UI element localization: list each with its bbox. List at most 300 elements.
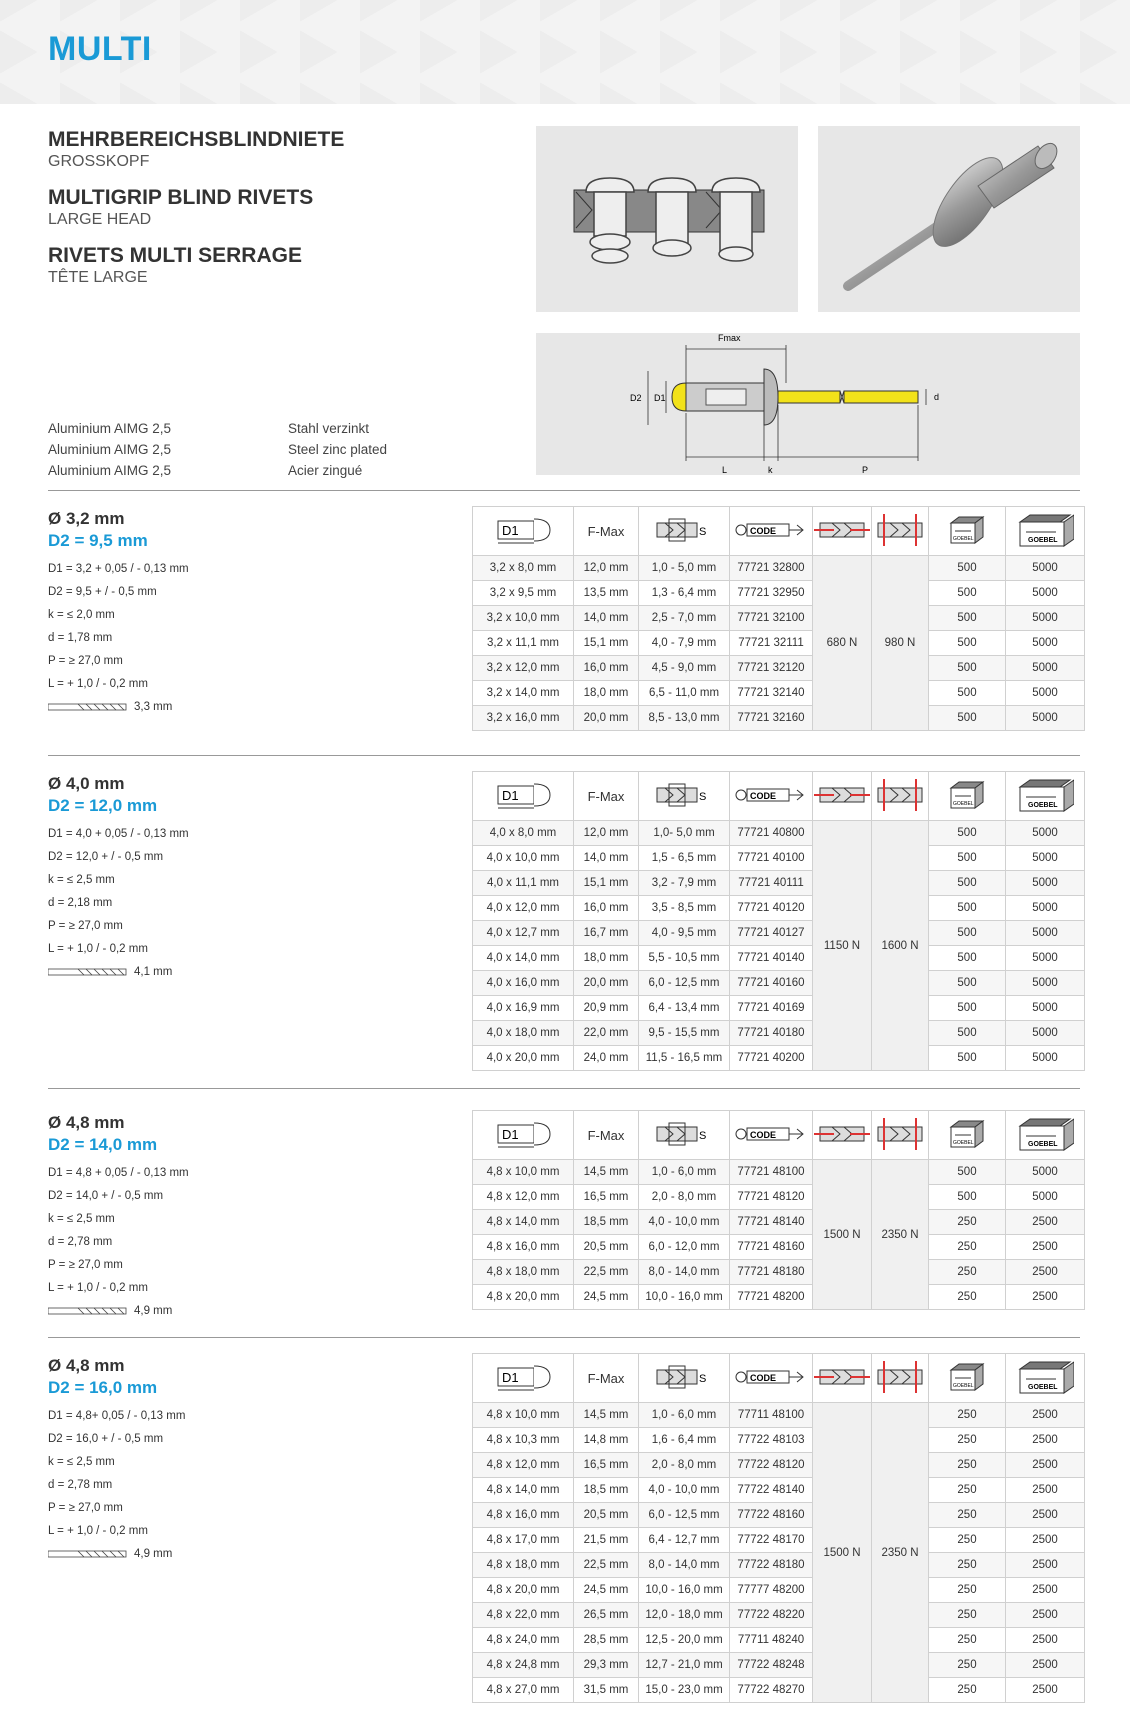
technical-drawing (536, 333, 1080, 475)
cell-code: 77721 48200 (730, 1285, 813, 1310)
col-code (730, 772, 813, 821)
cell-carton-qty: 2500 (1006, 1235, 1085, 1260)
spec-line: P = ≥ 27,0 mm (48, 1502, 123, 1514)
cell-carton-qty: 5000 (1006, 606, 1085, 631)
cell-tensile: 2350 N (872, 1160, 929, 1310)
spec-line: d = 2,78 mm (48, 1236, 113, 1248)
cell-box-qty: 250 (929, 1260, 1006, 1285)
tensile-strength-icon (874, 1118, 926, 1150)
cell-fmax: 16,0 mm (574, 896, 639, 921)
cell-grip-range: 1,0- 5,0 mm (639, 821, 730, 846)
cell-fmax: 14,5 mm (574, 1160, 639, 1185)
cell-code: 77722 48248 (730, 1653, 813, 1678)
spec-line: D2 = 9,5 + / - 0,5 mm (48, 586, 157, 598)
table-row (473, 1603, 1085, 1628)
cell-code: 77721 40127 (730, 921, 813, 946)
cell-size: 4,8 x 14,0 mm (473, 1210, 574, 1235)
body-material: Aluminium AIMG 2,5 (48, 463, 172, 478)
cell-carton-qty: 2500 (1006, 1603, 1085, 1628)
cell-size: 4,8 x 18,0 mm (473, 1553, 574, 1578)
table-row (473, 1578, 1085, 1603)
cell-code: 77722 48120 (730, 1453, 813, 1478)
col-carton-qty (1006, 772, 1085, 821)
table-header-row (473, 772, 1085, 821)
cell-carton-qty: 2500 (1006, 1403, 1085, 1428)
cell-size: 4,8 x 20,0 mm (473, 1285, 574, 1310)
table-row (473, 656, 1085, 681)
page-header (0, 0, 1130, 104)
cell-size: 4,0 x 11,1 mm (473, 871, 574, 896)
cell-size: 4,8 x 12,0 mm (473, 1453, 574, 1478)
shear-strength-icon (814, 515, 870, 545)
cell-fmax: 31,5 mm (574, 1678, 639, 1703)
cell-fmax: 24,0 mm (574, 1046, 639, 1071)
cell-code: 77722 48160 (730, 1503, 813, 1528)
cell-size: 4,8 x 17,0 mm (473, 1528, 574, 1553)
rivet-photo-illustration (818, 126, 1080, 312)
svg-text:CODE: CODE (750, 525, 777, 536)
col-code (730, 507, 813, 556)
body-material-list (48, 418, 171, 481)
cell-box-qty: 250 (929, 1285, 1006, 1310)
cell-fmax: 16,5 mm (574, 1453, 639, 1478)
col-code (730, 1111, 813, 1160)
cell-code: 77721 32100 (730, 606, 813, 631)
cell-size: 3,2 x 9,5 mm (473, 581, 574, 606)
shear-strength-icon (814, 1119, 870, 1149)
cell-code: 77722 48140 (730, 1478, 813, 1503)
cell-grip-range: 3,2 - 7,9 mm (639, 871, 730, 896)
col-box-qty (929, 772, 1006, 821)
col-code (730, 1354, 813, 1403)
drill-size-value: 4,1 mm (134, 966, 173, 978)
cell-box-qty: 500 (929, 996, 1006, 1021)
cell-carton-qty: 5000 (1006, 1046, 1085, 1071)
carton-icon (1016, 512, 1074, 548)
head-diameter-heading: D2 = 16,0 mm (48, 1378, 158, 1397)
drill-size (48, 696, 189, 718)
cell-size: 4,8 x 18,0 mm (473, 1260, 574, 1285)
svg-text:CODE: CODE (750, 1372, 777, 1383)
cell-fmax: 24,5 mm (574, 1578, 639, 1603)
cell-code: 77721 40120 (730, 896, 813, 921)
cell-size: 3,2 x 10,0 mm (473, 606, 574, 631)
cell-fmax: 24,5 mm (574, 1285, 639, 1310)
cell-fmax: 14,5 mm (574, 1403, 639, 1428)
diameter-heading: Ø 4,8 mm (48, 1113, 125, 1132)
table-row (473, 871, 1085, 896)
table-row (473, 631, 1085, 656)
cell-grip-range: 5,5 - 10,5 mm (639, 946, 730, 971)
svg-text:GOEBEL: GOEBEL (1028, 536, 1058, 544)
cell-size: 4,0 x 12,0 mm (473, 896, 574, 921)
spec-line: D1 = 4,0 + 0,05 / - 0,13 mm (48, 828, 189, 840)
table-row (473, 1453, 1085, 1478)
cell-code: 77721 40180 (730, 1021, 813, 1046)
page-title: MULTI (48, 30, 152, 68)
svg-text:GOEBEL: GOEBEL (1028, 1383, 1058, 1391)
cell-grip-range: 2,5 - 7,0 mm (639, 606, 730, 631)
cell-code: 77721 40800 (730, 821, 813, 846)
label-d2: D2 (630, 393, 642, 403)
col-tensile (872, 507, 929, 556)
cell-carton-qty: 2500 (1006, 1478, 1085, 1503)
cell-fmax: 18,5 mm (574, 1478, 639, 1503)
cell-grip-range: 4,0 - 7,9 mm (639, 631, 730, 656)
cell-fmax: 18,0 mm (574, 946, 639, 971)
d1-dimension-icon (494, 513, 552, 547)
table-row (473, 556, 1085, 581)
spec-line: d = 2,18 mm (48, 897, 113, 909)
cell-shear: 1500 N (813, 1403, 872, 1703)
cell-carton-qty: 5000 (1006, 1185, 1085, 1210)
cell-box-qty: 500 (929, 896, 1006, 921)
cell-code: 77721 40169 (730, 996, 813, 1021)
col-shear (813, 1111, 872, 1160)
code-icon (733, 1366, 809, 1388)
title-fr: RIVETS MULTI SERRAGE (48, 244, 302, 267)
rivet-size-table (472, 771, 1085, 1071)
cell-box-qty: 250 (929, 1653, 1006, 1678)
table-row (473, 1428, 1085, 1453)
cell-code: 77721 32120 (730, 656, 813, 681)
cell-fmax: 22,0 mm (574, 1021, 639, 1046)
table-row (473, 921, 1085, 946)
head-diameter-heading: D2 = 12,0 mm (48, 796, 158, 815)
cell-grip-range: 10,0 - 16,0 mm (639, 1578, 730, 1603)
svg-text:D1: D1 (502, 522, 519, 538)
cell-carton-qty: 2500 (1006, 1453, 1085, 1478)
cell-box-qty: 250 (929, 1210, 1006, 1235)
d1-dimension-icon (494, 1117, 552, 1151)
cell-size: 4,8 x 22,0 mm (473, 1603, 574, 1628)
cell-grip-range: 2,0 - 8,0 mm (639, 1185, 730, 1210)
shear-strength-icon (814, 780, 870, 810)
spec-line: L = + 1,0 / - 0,2 mm (48, 1282, 148, 1294)
col-tensile (872, 1111, 929, 1160)
cell-carton-qty: 2500 (1006, 1285, 1085, 1310)
cell-fmax: 15,1 mm (574, 631, 639, 656)
mandrel-material: Steel zinc plated (288, 442, 388, 457)
col-fmax: F-Max (574, 772, 639, 821)
cell-box-qty: 250 (929, 1678, 1006, 1703)
table-row (473, 1678, 1085, 1703)
cell-code: 77722 48170 (730, 1528, 813, 1553)
spec-line: d = 2,78 mm (48, 1479, 113, 1491)
spec-line: k = ≤ 2,0 mm (48, 609, 115, 621)
cell-size: 4,8 x 20,0 mm (473, 1578, 574, 1603)
carton-icon (1016, 777, 1074, 813)
grip-range-icon (655, 780, 713, 810)
cell-fmax: 20,5 mm (574, 1235, 639, 1260)
cell-size: 4,8 x 12,0 mm (473, 1185, 574, 1210)
table-row (473, 606, 1085, 631)
technical-drawing-svg (536, 333, 1080, 475)
cell-box-qty: 250 (929, 1235, 1006, 1260)
tensile-strength-icon (874, 779, 926, 811)
code-icon (733, 519, 809, 541)
cell-box-qty: 250 (929, 1628, 1006, 1653)
cell-carton-qty: 5000 (1006, 681, 1085, 706)
cell-box-qty: 250 (929, 1428, 1006, 1453)
cell-grip-range: 15,0 - 23,0 mm (639, 1678, 730, 1703)
table-row (473, 581, 1085, 606)
label-d1: D1 (654, 393, 666, 403)
table-row (473, 846, 1085, 871)
cell-code: 77711 48100 (730, 1403, 813, 1428)
cell-size: 4,0 x 10,0 mm (473, 846, 574, 871)
cell-carton-qty: 2500 (1006, 1503, 1085, 1528)
cell-box-qty: 500 (929, 706, 1006, 731)
head-diameter-heading: D2 = 14,0 mm (48, 1135, 158, 1154)
cell-grip-range: 4,0 - 10,0 mm (639, 1210, 730, 1235)
cell-fmax: 15,1 mm (574, 871, 639, 896)
section-divider (48, 1337, 1080, 1338)
col-fmax: F-Max (574, 507, 639, 556)
subtitle-en: LARGE HEAD (48, 211, 152, 228)
cell-code: 77721 48120 (730, 1185, 813, 1210)
head-diameter-heading: D2 = 9,5 mm (48, 531, 148, 550)
cell-box-qty: 500 (929, 656, 1006, 681)
cell-grip-range: 8,0 - 14,0 mm (639, 1260, 730, 1285)
cell-box-qty: 500 (929, 971, 1006, 996)
cell-grip-range: 1,0 - 6,0 mm (639, 1160, 730, 1185)
cell-code: 77721 40160 (730, 971, 813, 996)
diameter-heading: Ø 4,8 mm (48, 1356, 125, 1375)
col-size (473, 507, 574, 556)
d1-dimension-icon (494, 1360, 552, 1394)
cell-grip-range: 6,0 - 12,5 mm (639, 1503, 730, 1528)
cell-code: 77721 32111 (730, 631, 813, 656)
cell-size: 4,8 x 27,0 mm (473, 1678, 574, 1703)
svg-text:GOEBEL: GOEBEL (1028, 1140, 1058, 1148)
cell-fmax: 22,5 mm (574, 1260, 639, 1285)
cell-grip-range: 3,5 - 8,5 mm (639, 896, 730, 921)
cell-tensile: 980 N (872, 556, 929, 731)
cell-size: 4,0 x 16,0 mm (473, 971, 574, 996)
col-grip-range (639, 1354, 730, 1403)
cell-box-qty: 500 (929, 846, 1006, 871)
spec-line: P = ≥ 27,0 mm (48, 920, 123, 932)
label-d: d (934, 392, 940, 402)
table-row (473, 1260, 1085, 1285)
cell-code: 77722 48103 (730, 1428, 813, 1453)
col-box-qty (929, 507, 1006, 556)
cell-fmax: 26,5 mm (574, 1603, 639, 1628)
d1-dimension-icon (494, 778, 552, 812)
col-size (473, 772, 574, 821)
cell-box-qty: 500 (929, 946, 1006, 971)
section-divider (48, 755, 1080, 756)
cell-carton-qty: 5000 (1006, 706, 1085, 731)
table-row (473, 971, 1085, 996)
table-row (473, 1021, 1085, 1046)
cell-grip-range: 6,0 - 12,0 mm (639, 1235, 730, 1260)
carton-icon (1016, 1359, 1074, 1395)
table-row (473, 1553, 1085, 1578)
cell-box-qty: 250 (929, 1453, 1006, 1478)
drill-size-value: 4,9 mm (134, 1548, 173, 1560)
cell-box-qty: 250 (929, 1578, 1006, 1603)
cell-fmax: 12,0 mm (574, 821, 639, 846)
cell-box-qty: 500 (929, 631, 1006, 656)
cell-grip-range: 1,5 - 6,5 mm (639, 846, 730, 871)
code-icon (733, 784, 809, 806)
cell-carton-qty: 2500 (1006, 1428, 1085, 1453)
drill-bit-icon (48, 967, 128, 977)
col-carton-qty (1006, 507, 1085, 556)
table-row (473, 1653, 1085, 1678)
rivet-size-table (472, 1110, 1085, 1310)
cell-tensile: 2350 N (872, 1403, 929, 1703)
cell-carton-qty: 5000 (1006, 581, 1085, 606)
cell-grip-range: 1,0 - 6,0 mm (639, 1403, 730, 1428)
rivet-cross-section-illustration (536, 126, 798, 312)
cell-fmax: 16,5 mm (574, 1185, 639, 1210)
cell-grip-range: 6,4 - 12,7 mm (639, 1528, 730, 1553)
cell-size: 3,2 x 11,1 mm (473, 631, 574, 656)
small-box-icon (947, 1117, 987, 1151)
code-icon (733, 1123, 809, 1145)
cell-grip-range: 6,5 - 11,0 mm (639, 681, 730, 706)
cell-size: 3,2 x 14,0 mm (473, 681, 574, 706)
cell-grip-range: 12,0 - 18,0 mm (639, 1603, 730, 1628)
svg-text:S: S (699, 1129, 707, 1142)
cell-size: 4,0 x 18,0 mm (473, 1021, 574, 1046)
cell-code: 77721 48180 (730, 1260, 813, 1285)
cell-box-qty: 250 (929, 1528, 1006, 1553)
rivet-spec-block (48, 1355, 185, 1565)
cell-carton-qty: 2500 (1006, 1678, 1085, 1703)
spec-line: k = ≤ 2,5 mm (48, 1456, 115, 1468)
cell-box-qty: 500 (929, 581, 1006, 606)
spec-line: L = + 1,0 / - 0,2 mm (48, 943, 148, 955)
cell-size: 4,8 x 16,0 mm (473, 1235, 574, 1260)
cell-code: 77721 32800 (730, 556, 813, 581)
cell-box-qty: 250 (929, 1603, 1006, 1628)
product-titles (48, 128, 508, 302)
cell-size: 4,8 x 14,0 mm (473, 1478, 574, 1503)
cell-grip-range: 10,0 - 16,0 mm (639, 1285, 730, 1310)
cell-grip-range: 2,0 - 8,0 mm (639, 1453, 730, 1478)
spec-line: D2 = 12,0 + / - 0,5 mm (48, 851, 164, 863)
svg-text:S: S (699, 1372, 707, 1385)
cell-grip-range: 12,5 - 20,0 mm (639, 1628, 730, 1653)
cell-code: 77721 48140 (730, 1210, 813, 1235)
cell-fmax: 20,0 mm (574, 706, 639, 731)
cell-grip-range: 8,0 - 14,0 mm (639, 1553, 730, 1578)
svg-text:GOEBEL: GOEBEL (953, 1139, 974, 1146)
cell-grip-range: 4,0 - 9,5 mm (639, 921, 730, 946)
cell-fmax: 12,0 mm (574, 556, 639, 581)
tensile-strength-icon (874, 514, 926, 546)
cell-fmax: 14,0 mm (574, 846, 639, 871)
cell-tensile: 1600 N (872, 821, 929, 1071)
cell-code: 77722 48270 (730, 1678, 813, 1703)
cell-size: 4,0 x 14,0 mm (473, 946, 574, 971)
spec-line: D1 = 4,8 + 0,05 / - 0,13 mm (48, 1167, 189, 1179)
cell-fmax: 22,5 mm (574, 1553, 639, 1578)
col-carton-qty (1006, 1354, 1085, 1403)
cell-code: 77721 48100 (730, 1160, 813, 1185)
drill-size (48, 1300, 189, 1322)
cell-code: 77721 32160 (730, 706, 813, 731)
cell-grip-range: 4,0 - 10,0 mm (639, 1478, 730, 1503)
cell-carton-qty: 5000 (1006, 1021, 1085, 1046)
table-row (473, 1210, 1085, 1235)
col-size (473, 1111, 574, 1160)
cell-carton-qty: 2500 (1006, 1553, 1085, 1578)
grip-range-icon (655, 1362, 713, 1392)
table-row (473, 1285, 1085, 1310)
mandrel-material: Stahl verzinkt (288, 421, 370, 436)
cell-fmax: 14,8 mm (574, 1428, 639, 1453)
svg-text:S: S (699, 790, 707, 803)
cell-code: 77721 40111 (730, 871, 813, 896)
cell-box-qty: 250 (929, 1503, 1006, 1528)
spec-line: D2 = 16,0 + / - 0,5 mm (48, 1433, 164, 1445)
spec-line: D1 = 4,8+ 0,05 / - 0,13 mm (48, 1410, 186, 1422)
svg-text:CODE: CODE (750, 1129, 777, 1140)
cell-grip-range: 6,4 - 13,4 mm (639, 996, 730, 1021)
col-carton-qty (1006, 1111, 1085, 1160)
spec-line: P = ≥ 27,0 mm (48, 1259, 123, 1271)
cell-fmax: 21,5 mm (574, 1528, 639, 1553)
svg-text:GOEBEL: GOEBEL (953, 535, 974, 542)
cell-size: 4,8 x 10,3 mm (473, 1428, 574, 1453)
cell-grip-range: 1,0 - 5,0 mm (639, 556, 730, 581)
small-box-icon (947, 1360, 987, 1394)
col-size (473, 1354, 574, 1403)
cell-shear: 1150 N (813, 821, 872, 1071)
cell-grip-range: 1,3 - 6,4 mm (639, 581, 730, 606)
cell-carton-qty: 5000 (1006, 871, 1085, 896)
cell-size: 3,2 x 8,0 mm (473, 556, 574, 581)
cell-fmax: 13,5 mm (574, 581, 639, 606)
cell-carton-qty: 5000 (1006, 556, 1085, 581)
rivet-spec-block (48, 773, 189, 983)
cell-size: 4,0 x 16,9 mm (473, 996, 574, 1021)
mandrel-material: Acier zingué (288, 463, 363, 478)
cell-carton-qty: 5000 (1006, 946, 1085, 971)
cell-code: 77722 48220 (730, 1603, 813, 1628)
svg-text:D1: D1 (502, 1126, 519, 1142)
cell-fmax: 16,7 mm (574, 921, 639, 946)
cell-carton-qty: 5000 (1006, 846, 1085, 871)
shear-strength-icon (814, 1362, 870, 1392)
cell-carton-qty: 5000 (1006, 921, 1085, 946)
cell-carton-qty: 5000 (1006, 631, 1085, 656)
cell-size: 4,8 x 24,0 mm (473, 1628, 574, 1653)
spec-line: P = ≥ 27,0 mm (48, 655, 123, 667)
cell-fmax: 14,0 mm (574, 606, 639, 631)
label-l: L (722, 465, 728, 475)
cell-grip-range: 1,6 - 6,4 mm (639, 1428, 730, 1453)
cell-box-qty: 500 (929, 1021, 1006, 1046)
cell-code: 77722 48180 (730, 1553, 813, 1578)
title-en: MULTIGRIP BLIND RIVETS (48, 186, 314, 209)
col-fmax: F-Max (574, 1354, 639, 1403)
cell-grip-range: 11,5 - 16,5 mm (639, 1046, 730, 1071)
col-shear (813, 772, 872, 821)
cell-size: 4,0 x 12,7 mm (473, 921, 574, 946)
cell-grip-range: 6,0 - 12,5 mm (639, 971, 730, 996)
subtitle-fr: TÊTE LARGE (48, 269, 148, 286)
svg-text:D1: D1 (502, 787, 519, 803)
cell-carton-qty: 2500 (1006, 1653, 1085, 1678)
svg-text:S: S (699, 525, 707, 538)
spec-line: D1 = 3,2 + 0,05 / - 0,13 mm (48, 563, 189, 575)
